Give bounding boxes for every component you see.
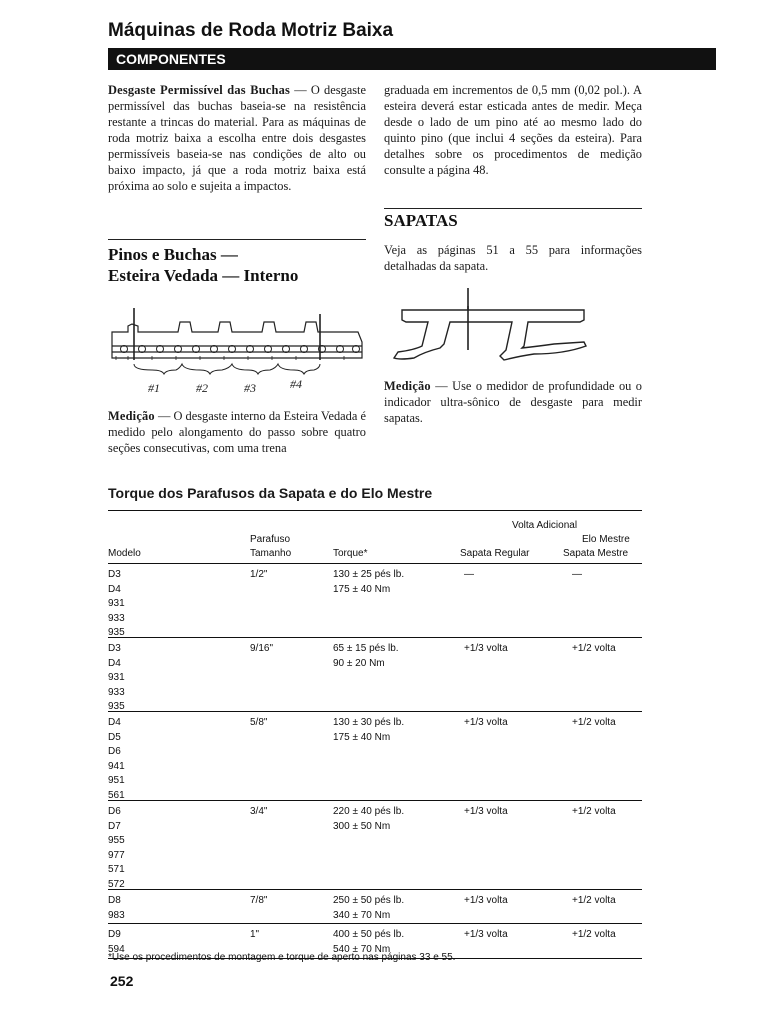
header-regular-shoe: Sapata Regular [460,548,530,559]
cell-master-shoe: — [572,569,582,580]
left-divider [108,239,366,240]
shoes-measurement-runin: Medição [384,379,431,393]
pins-heading-line1: Pinos e Buchas — [108,245,238,264]
bushing-wear-paragraph [108,82,366,194]
cell-regular-shoe: +1/3 volta [464,895,508,906]
shoes-text: Veja as páginas 51 a 55 para informações detalhadas da sapata. [384,243,642,273]
cell-bolt-size: 3/4" [250,806,268,817]
table-footnote: *Use os procedimentos de montagem e torque de aperto nas páginas 33 e 55. [108,952,456,963]
track-chain-figure [108,298,370,400]
right-divider [384,208,642,209]
pins-heading [108,244,298,286]
section-braces [134,364,320,374]
header-model: Modelo [108,548,141,559]
cell-regular-shoe: +1/3 volta [464,929,508,940]
cell-regular-shoe: — [464,569,474,580]
section-bar: COMPONENTES [108,48,716,70]
bushing-wear-text: — O desgaste permissível das buchas baseia-se na resistência restante a trincas do material. Para as máquinas de roda motriz baixa a escolha entre dois desgastes permissíveis baseia-se nas condições de alto ou baixo impacto, já que a roda motriz baixa está próxima ao solo e sujeita a impactos. [108,83,366,193]
pins-heading-line2: Esteira Vedada — Interno [108,266,299,285]
header-size-line1: Parafuso [250,534,291,545]
cell-models: D3 D4 931 933 935 [108,569,125,638]
cell-torque: 130 ± 25 pés lb. 175 ± 40 Nm [333,569,405,595]
shoes-measurement-paragraph [384,378,642,426]
header-torque: Torque* [333,548,368,559]
shoes-heading: SAPATAS [384,211,458,230]
measurement-continued-paragraph [384,82,642,178]
measurement-continued-text: graduada em incrementos de 0,5 mm (0,02 pol.). A esteira deverá estar esticada antes de medir. Meça desde o lado de um pino até ao mesmo lado do quinto pino (que inclui 4 seções da esteira). Para detalhes sobre os procedimentos de medição consulte a página 48. [384,83,642,177]
cell-models: D4 D5 D6 941 951 561 [108,717,125,801]
cell-models: D3 D4 931 933 935 [108,643,125,712]
table-row [108,712,642,801]
cell-torque: 130 ± 30 pés lb. 175 ± 40 Nm [333,717,405,743]
cell-models: D9 594 [108,929,125,955]
cell-torque: 250 ± 50 pés lb. 340 ± 70 Nm [333,895,405,921]
cell-regular-shoe: +1/3 volta [464,643,508,654]
cell-master-shoe: +1/2 volta [572,929,616,940]
pins-measurement-paragraph [108,408,366,456]
section-label-4: #4 [290,377,302,391]
shoes-measurement-text: — Use o medidor de profundidade ou o indicador ultra-sônico de desgaste para medir sapatas. [384,379,642,425]
cell-regular-shoe: +1/3 volta [464,717,508,728]
cell-models: D8 983 [108,895,125,921]
track-link-outline [112,322,362,358]
cell-bolt-size: 1" [250,929,260,940]
table-title: Torque dos Parafusos da Sapata e do Elo Mestre [108,485,433,501]
torque-table [108,510,642,959]
table-row [108,801,642,890]
header-master-line1: Elo Mestre [582,534,630,545]
page-title: Máquinas de Roda Motriz Baixa [108,20,394,41]
shoe-plate [394,310,586,360]
cell-models: D6 D7 955 977 571 572 [108,806,125,890]
cell-bolt-size: 9/16" [250,643,274,654]
header-master-line2: Sapata Mestre [563,548,629,559]
cell-master-shoe: +1/2 volta [572,895,616,906]
cell-master-shoe: +1/2 volta [572,806,616,817]
cell-regular-shoe: +1/3 volta [464,806,508,817]
track-shoe-figure [384,286,594,366]
cell-torque: 220 ± 40 pés lb. 300 ± 50 Nm [333,806,405,832]
pins-measurement-text: — O desgaste interno da Esteira Vedada é medido pelo alongamento do passo sobre quatro seções consecutivas, com uma trena [108,409,366,455]
bushing-wear-runin: Desgaste Permissível das Buchas [108,83,291,97]
cell-torque: 65 ± 15 pés lb. 90 ± 20 Nm [333,643,399,669]
cell-master-shoe: +1/2 volta [572,643,616,654]
page-number: 252 [110,973,134,989]
header-size-line2: Tamanho [250,548,292,559]
shoes-paragraph [384,242,642,274]
table-row [108,638,642,712]
table-row [108,564,642,638]
section-label-1: #1 [148,381,160,395]
table-body [108,564,642,959]
cell-bolt-size: 5/8" [250,717,268,728]
cell-torque: 400 ± 50 pés lb. 540 ± 70 Nm [333,929,405,955]
cell-master-shoe: +1/2 volta [572,717,616,728]
section-label-3: #3 [244,381,256,395]
table-header [108,510,642,564]
header-extra-turn: Volta Adicional [512,520,578,531]
table-row [108,890,642,924]
pins-measurement-runin: Medição [108,409,155,423]
section-label-2: #2 [196,381,208,395]
cell-bolt-size: 1/2" [250,569,268,580]
cell-bolt-size: 7/8" [250,895,268,906]
